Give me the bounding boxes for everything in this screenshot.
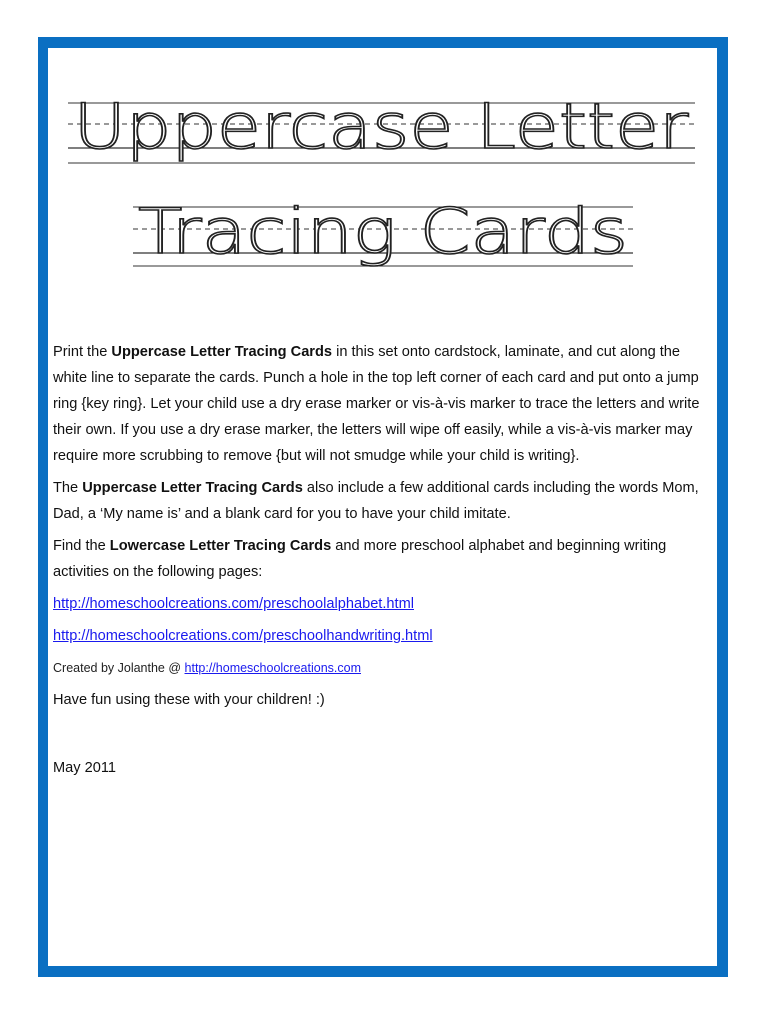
title-graphic xyxy=(0,0,768,300)
paragraph-additional-cards xyxy=(53,475,717,527)
document-body xyxy=(53,339,717,787)
title-line-1: Uppercase Letter xyxy=(73,90,690,163)
link-paragraph xyxy=(53,623,717,649)
preschool-alphabet-link[interactable]: http://homeschoolcreations.com/preschoolalphabet.html xyxy=(53,596,414,612)
paragraph-lowercase xyxy=(53,533,717,585)
bold-text: Uppercase Letter Tracing Cards xyxy=(82,480,303,496)
closing-line: Have fun using these with your children! :) xyxy=(53,692,325,708)
text: also include a few additional cards including the words Mom, Dad, a ‘My name is’ and a blank card for you to have your child imitate. xyxy=(53,480,699,522)
paragraph-instructions xyxy=(53,339,717,469)
link-paragraph xyxy=(53,591,717,617)
text: Find the xyxy=(53,538,110,554)
date-line: May 2011 xyxy=(53,760,117,776)
title-line-2: Tracing Cards xyxy=(138,195,628,268)
text: The xyxy=(53,480,83,496)
credit-line xyxy=(53,655,717,681)
homeschool-creations-link[interactable]: http://homeschoolcreations.com xyxy=(184,661,361,675)
spacer xyxy=(53,719,717,755)
bold-text: Uppercase Letter Tracing Cards xyxy=(111,344,333,360)
preschool-handwriting-link[interactable]: http://homeschoolcreations.com/preschoolhandwriting.html xyxy=(53,628,433,644)
credit-prefix: Created by Jolanthe @ xyxy=(53,661,185,675)
text: in this set onto cardstock, laminate, and cut along the white line to separate the cards. Punch a hole in the top left corner of each card and put onto a jump ring {key ring}. Let your child use a dry erase marker or vis-à-vis marker to trace the letters and write their own. If you use a dry erase marker, the letters will wipe off easily, while a vis-à-vis marker may require more scrubbing to remove {but will not smudge while your child is writing}. xyxy=(53,344,700,464)
bold-text: Lowercase Letter Tracing Cards xyxy=(109,538,332,554)
text: and more preschool alphabet and beginning writing activities on the following pages: xyxy=(53,538,667,580)
text: Print the xyxy=(53,344,112,360)
